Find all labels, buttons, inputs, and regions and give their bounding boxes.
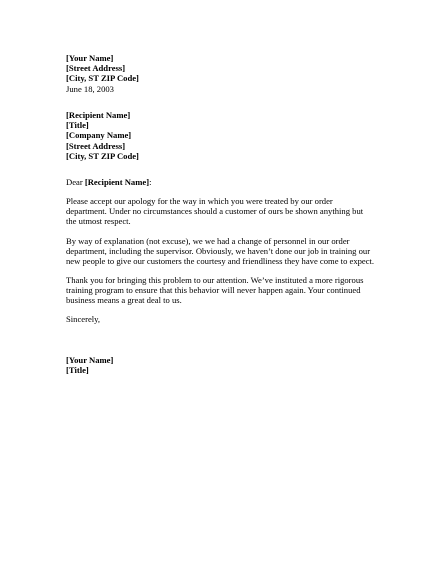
recipient-name: [Recipient Name] [66, 110, 131, 120]
salutation-recipient-name: [Recipient Name] [84, 177, 150, 187]
paragraph-line: the utmost respect. [66, 216, 131, 227]
sender-address-block [66, 53, 396, 94]
paragraph-line: business means a great deal to us. [66, 295, 182, 306]
recipient-title: [Title] [66, 120, 89, 131]
salutation [66, 177, 396, 187]
closing-block [66, 314, 396, 324]
recipient-address-block [66, 110, 396, 161]
recipient-street: [Street Address] [66, 140, 126, 151]
paragraph-line: Thank you for bringing this problem to our attention. We’ve instituted a more rigorous [66, 275, 364, 285]
signature-name: [Your Name] [66, 355, 114, 365]
recipient-city: [City, ST ZIP Code] [66, 150, 139, 161]
sender-street: [Street Address] [66, 63, 126, 74]
signature-block [66, 355, 396, 375]
body-paragraph-2 [66, 236, 396, 267]
paragraph-line: new people to give our customers the courtesy and friendliness they have come to expect. [66, 256, 375, 267]
paragraph-line: department, including the supervisor. Obviously, we haven’t done our job in training our [66, 246, 371, 257]
paragraph-line: training program to ensure that this behavior will never happen again. Your continued [66, 285, 361, 296]
sender-name: [Your Name] [66, 53, 114, 63]
signature-title: [Title] [66, 365, 89, 376]
paragraph-line: Please accept our apology for the way in which you were treated by our order [66, 196, 333, 206]
recipient-company: [Company Name] [66, 130, 132, 141]
letter-date: June 18, 2003 [66, 83, 114, 94]
paragraph-line: By way of explanation (not excuse), we we had a change of personnel in our order [66, 236, 350, 246]
paragraph-line: department. Under no circumstances should a customer of ours be shown anything but [66, 206, 364, 217]
salutation-prefix: Dear [66, 177, 85, 187]
salutation-suffix: : [149, 177, 152, 187]
body-paragraph-3 [66, 275, 396, 306]
body-paragraph-1 [66, 196, 396, 227]
sender-city: [City, ST ZIP Code] [66, 73, 139, 84]
closing: Sincerely, [66, 314, 101, 324]
